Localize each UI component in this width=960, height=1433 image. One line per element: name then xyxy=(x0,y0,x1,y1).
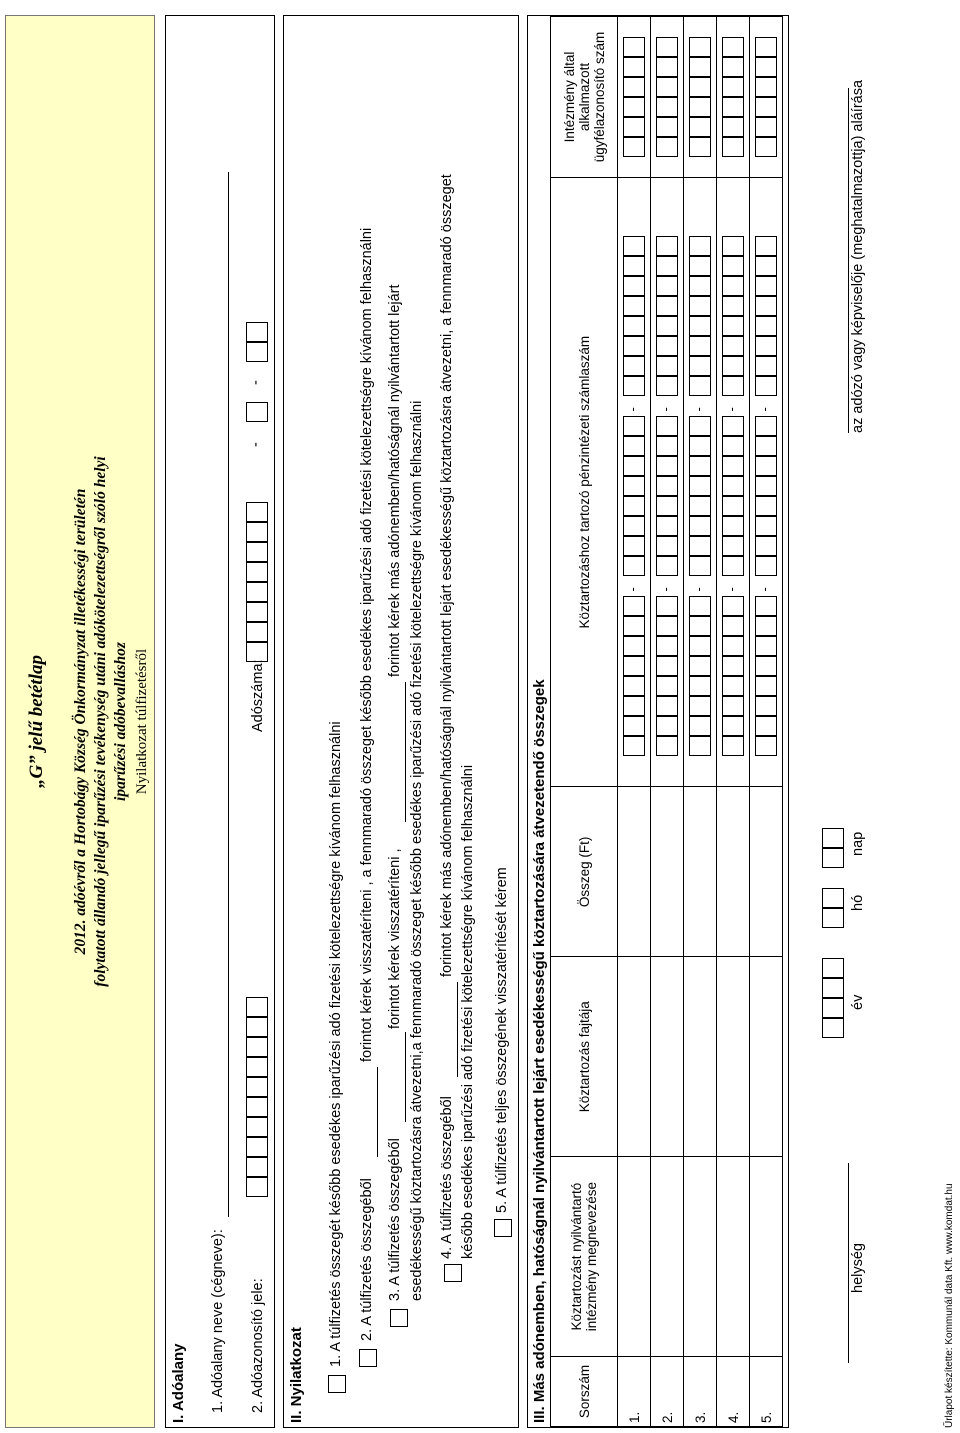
account-dash: - xyxy=(625,587,640,592)
checkbox-option2[interactable] xyxy=(359,1349,377,1367)
account-digit-cell[interactable] xyxy=(722,476,744,496)
client-id-digit-cell[interactable] xyxy=(689,37,711,57)
checkbox-option5[interactable] xyxy=(494,1219,512,1237)
option3-text-c: forintot kérek más adónemben/hatóságnál nyilvántartott lejárt xyxy=(387,284,403,677)
account-digit-cell[interactable] xyxy=(656,456,678,476)
row-client-id[interactable] xyxy=(750,17,783,178)
account-digit-cell[interactable] xyxy=(656,496,678,516)
row-bank-account[interactable] xyxy=(651,177,684,786)
account-digit-cell[interactable] xyxy=(722,556,744,576)
form-header xyxy=(5,15,155,1428)
account-digit-cell[interactable] xyxy=(623,496,645,516)
account-digit-cell[interactable] xyxy=(755,376,777,396)
account-digit-cell[interactable] xyxy=(689,316,711,336)
client-id-digit-cell[interactable] xyxy=(689,77,711,97)
account-digit-cell[interactable] xyxy=(689,336,711,356)
checkbox-option1[interactable] xyxy=(328,1375,346,1393)
row-institution[interactable] xyxy=(684,1157,717,1357)
account-digit-cell[interactable] xyxy=(722,716,744,736)
account-digit-cell[interactable] xyxy=(656,476,678,496)
row-serial: 5. xyxy=(750,1357,783,1427)
account-digit-cell[interactable] xyxy=(656,696,678,716)
account-digit-cell[interactable] xyxy=(689,536,711,556)
account-dash: - xyxy=(625,407,640,412)
client-id-digit-cell[interactable] xyxy=(755,57,777,77)
form-heading-line2: folytatott állandó jellegű iparűzési tevékenység utáni adókötelezettségről szóló helyi xyxy=(92,456,109,987)
form-title: „G” jelű betétlap xyxy=(26,655,47,788)
month-label: hó xyxy=(850,894,866,911)
option4-text-b: forintot kérek más adónemben/hatóságnál nyilvántartott lejárt esedékességű köztartozásra átvezetni, a fennmaradó összeget xyxy=(439,174,455,977)
account-digit-cell[interactable] xyxy=(623,516,645,536)
col-serial: Sorszám xyxy=(551,1357,618,1427)
digit-cell[interactable] xyxy=(246,997,268,1017)
row-bank-account[interactable] xyxy=(750,177,783,786)
col-client-id: Intézmény által alkalmazott ügyfélazonosító szám xyxy=(551,17,618,178)
account-digit-cell[interactable] xyxy=(656,556,678,576)
form-subtitle: Nyilatkozat túlfizetésről xyxy=(134,648,150,795)
account-digit-cell[interactable] xyxy=(722,616,744,636)
account-digit-cell[interactable] xyxy=(755,676,777,696)
account-digit-cell[interactable] xyxy=(755,316,777,336)
account-digit-cell[interactable] xyxy=(656,676,678,696)
client-id-digit-cell[interactable] xyxy=(755,137,777,157)
account-digit-cell[interactable] xyxy=(623,276,645,296)
client-id-digit-cell[interactable] xyxy=(623,137,645,157)
client-id-digit-cell[interactable] xyxy=(755,117,777,137)
row-debt-type[interactable] xyxy=(651,957,684,1157)
account-digit-cell[interactable] xyxy=(722,636,744,656)
account-digit-cell[interactable] xyxy=(623,476,645,496)
account-digit-cell[interactable] xyxy=(755,736,777,756)
digit-cell[interactable] xyxy=(246,1137,268,1157)
client-id-digit-cell[interactable] xyxy=(623,117,645,137)
client-id-digit-cell[interactable] xyxy=(722,37,744,57)
client-id-digit-cell[interactable] xyxy=(689,137,711,157)
account-digit-cell[interactable] xyxy=(755,656,777,676)
section3-heading: III. Más adónemben, hatóságnál nyilvántartott lejárt esedékességű köztartozására átvezetendő összegek xyxy=(531,679,548,1423)
row-amount[interactable] xyxy=(618,787,651,957)
section1-heading: I. Adóalany xyxy=(170,1343,187,1423)
account-digit-cell[interactable] xyxy=(623,436,645,456)
account-digit-cell[interactable] xyxy=(656,516,678,536)
account-digit-cell[interactable] xyxy=(689,256,711,276)
col-amount: Összeg (Ft) xyxy=(551,787,618,957)
account-digit-cell[interactable] xyxy=(755,596,777,616)
account-digit-cell[interactable] xyxy=(623,716,645,736)
row-bank-account[interactable] xyxy=(684,177,717,786)
digit-cell[interactable] xyxy=(246,1017,268,1037)
tax-id-label: 2. Adóazonosító jele: xyxy=(250,1278,266,1413)
account-digit-cell[interactable] xyxy=(689,556,711,576)
account-digit-cell[interactable] xyxy=(689,516,711,536)
option5-text: 5. A túlfizetés teljes összegének visszatérítését kérem xyxy=(494,867,510,1213)
account-digit-cell[interactable] xyxy=(656,596,678,616)
dash-2: - xyxy=(248,380,264,385)
account-digit-cell[interactable] xyxy=(623,676,645,696)
col-institution: Köztartozást nyilvántartó intézmény megnevezése xyxy=(551,1157,618,1357)
section-taxpayer xyxy=(165,15,275,1428)
account-digit-cell[interactable] xyxy=(755,716,777,736)
account-dash: - xyxy=(691,587,706,592)
account-digit-cell[interactable] xyxy=(656,376,678,396)
row-bank-account[interactable] xyxy=(618,177,651,786)
digit-cell[interactable] xyxy=(246,642,268,662)
account-dash: - xyxy=(724,587,739,592)
checkbox-option3[interactable] xyxy=(390,1309,408,1327)
digit-cell[interactable] xyxy=(246,1057,268,1077)
row-serial: 3. xyxy=(684,1357,717,1427)
row-bank-account[interactable] xyxy=(717,177,750,786)
digit-cell[interactable] xyxy=(246,602,268,622)
digit-cell[interactable] xyxy=(246,1177,268,1197)
client-id-digit-cell[interactable] xyxy=(722,137,744,157)
account-digit-cell[interactable] xyxy=(689,436,711,456)
account-digit-cell[interactable] xyxy=(755,516,777,536)
option3-text-a: 3. A túlfizetés összegéből xyxy=(387,1138,403,1301)
option3-text-d: esedékességű köztartozásra átvezetni,a fennmaradó összeget később esedékes iparűzési adó fizetési kötelezettségre kívánom felhasználni xyxy=(409,400,425,1301)
row-debt-type[interactable] xyxy=(750,957,783,1157)
account-digit-cell[interactable] xyxy=(722,316,744,336)
client-id-digit-cell[interactable] xyxy=(722,57,744,77)
client-id-digit-cell[interactable] xyxy=(623,37,645,57)
row-amount[interactable] xyxy=(684,787,717,957)
place-label: helység xyxy=(850,1243,866,1293)
account-digit-cell[interactable] xyxy=(755,556,777,576)
date-digit-cell[interactable] xyxy=(822,828,844,848)
row-amount[interactable] xyxy=(750,787,783,957)
row-debt-type[interactable] xyxy=(717,957,750,1157)
option4-amount-field[interactable] xyxy=(457,982,458,1077)
account-digit-cell[interactable] xyxy=(755,276,777,296)
account-digit-cell[interactable] xyxy=(623,616,645,636)
account-digit-cell[interactable] xyxy=(656,636,678,656)
account-digit-cell[interactable] xyxy=(623,636,645,656)
row-institution[interactable] xyxy=(750,1157,783,1357)
account-digit-cell[interactable] xyxy=(689,636,711,656)
account-digit-cell[interactable] xyxy=(689,696,711,716)
place-line[interactable] xyxy=(848,1163,849,1363)
account-digit-cell[interactable] xyxy=(722,516,744,536)
option3-amount-field-2[interactable] xyxy=(405,682,406,822)
table-row xyxy=(618,17,651,1427)
account-digit-cell[interactable] xyxy=(722,296,744,316)
taxpayer-name-field[interactable] xyxy=(228,172,229,1217)
form-heading-line1: 2012. adóévről a Hortobágy Község Önkormányzat illetékességi területén xyxy=(72,488,89,955)
row-serial: 2. xyxy=(651,1357,684,1427)
account-digit-cell[interactable] xyxy=(722,436,744,456)
table-header-row xyxy=(551,17,618,1427)
row-client-id[interactable] xyxy=(618,17,651,178)
client-id-digit-cell[interactable] xyxy=(755,77,777,97)
client-id-digit-cell[interactable] xyxy=(755,37,777,57)
option3-amount-field-1[interactable] xyxy=(405,1032,406,1122)
account-digit-cell[interactable] xyxy=(755,476,777,496)
account-digit-cell[interactable] xyxy=(689,596,711,616)
account-digit-cell[interactable] xyxy=(656,316,678,336)
col-bank-account: Köztartozáshoz tartozó pénzintézeti számlaszám xyxy=(551,177,618,786)
row-serial: 1. xyxy=(618,1357,651,1427)
account-digit-cell[interactable] xyxy=(722,416,744,436)
row-debt-type[interactable] xyxy=(684,957,717,1157)
client-id-digit-cell[interactable] xyxy=(656,37,678,57)
account-dash: - xyxy=(757,407,772,412)
tax-number-label: Adószáma: xyxy=(250,659,266,732)
account-digit-cell[interactable] xyxy=(755,536,777,556)
dash-1: - xyxy=(248,442,264,447)
account-digit-cell[interactable] xyxy=(623,236,645,256)
row-serial: 4. xyxy=(717,1357,750,1427)
account-dash: - xyxy=(658,587,673,592)
account-digit-cell[interactable] xyxy=(656,536,678,556)
client-id-digit-cell[interactable] xyxy=(656,77,678,97)
account-digit-cell[interactable] xyxy=(689,356,711,376)
account-digit-cell[interactable] xyxy=(755,416,777,436)
account-digit-cell[interactable] xyxy=(755,456,777,476)
client-id-digit-cell[interactable] xyxy=(623,77,645,97)
row-amount[interactable] xyxy=(651,787,684,957)
table-row xyxy=(750,17,783,1427)
row-institution[interactable] xyxy=(618,1157,651,1357)
account-digit-cell[interactable] xyxy=(689,656,711,676)
account-digit-cell[interactable] xyxy=(656,416,678,436)
account-digit-cell[interactable] xyxy=(623,736,645,756)
digit-cell[interactable] xyxy=(246,322,268,342)
date-digit-cell[interactable] xyxy=(822,908,844,928)
account-digit-cell[interactable] xyxy=(623,376,645,396)
client-id-digit-cell[interactable] xyxy=(623,97,645,117)
digit-cell[interactable] xyxy=(246,1077,268,1097)
date-digit-cell[interactable] xyxy=(822,848,844,868)
account-digit-cell[interactable] xyxy=(755,256,777,276)
account-digit-cell[interactable] xyxy=(623,316,645,336)
digit-cell[interactable] xyxy=(246,622,268,642)
client-id-digit-cell[interactable] xyxy=(689,117,711,137)
account-digit-cell[interactable] xyxy=(722,356,744,376)
account-digit-cell[interactable] xyxy=(689,676,711,696)
account-digit-cell[interactable] xyxy=(623,296,645,316)
digit-cell[interactable] xyxy=(246,582,268,602)
account-digit-cell[interactable] xyxy=(722,236,744,256)
footer-credit: Űrlapot készítette: Kommunál data Kft. www.komdat.hu xyxy=(944,1183,955,1428)
account-digit-cell[interactable] xyxy=(722,696,744,716)
row-client-id[interactable] xyxy=(684,17,717,178)
account-digit-cell[interactable] xyxy=(722,256,744,276)
option2-amount-field[interactable] xyxy=(377,1067,378,1157)
account-digit-cell[interactable] xyxy=(656,716,678,736)
client-id-digit-cell[interactable] xyxy=(623,57,645,77)
section-public-debts xyxy=(527,15,789,1428)
digit-cell[interactable] xyxy=(246,522,268,542)
account-digit-cell[interactable] xyxy=(623,336,645,356)
form-heading-line3: iparűzési adóbevalláshoz xyxy=(112,642,129,801)
account-digit-cell[interactable] xyxy=(689,276,711,296)
account-dash: - xyxy=(724,407,739,412)
account-digit-cell[interactable] xyxy=(656,276,678,296)
account-digit-cell[interactable] xyxy=(755,436,777,456)
account-digit-cell[interactable] xyxy=(623,356,645,376)
account-digit-cell[interactable] xyxy=(689,476,711,496)
digit-cell[interactable] xyxy=(246,502,268,522)
public-debts-table xyxy=(550,16,783,1427)
row-client-id[interactable] xyxy=(717,17,750,178)
account-digit-cell[interactable] xyxy=(689,716,711,736)
col-debt-type: Köztartozás fajtája xyxy=(551,957,618,1157)
account-digit-cell[interactable] xyxy=(755,356,777,376)
client-id-digit-cell[interactable] xyxy=(656,117,678,137)
option4-text-c: később esedékes iparűzési adó fizetési kötelezettségre kívánom felhasználni xyxy=(460,764,476,1259)
account-digit-cell[interactable] xyxy=(689,456,711,476)
table-row xyxy=(651,17,684,1427)
account-digit-cell[interactable] xyxy=(722,656,744,676)
account-digit-cell[interactable] xyxy=(623,656,645,676)
account-dash: - xyxy=(757,587,772,592)
account-dash: - xyxy=(691,407,706,412)
account-digit-cell[interactable] xyxy=(656,356,678,376)
date-digit-cell[interactable] xyxy=(822,1018,844,1038)
checkbox-option4[interactable] xyxy=(444,1264,462,1282)
date-digit-cell[interactable] xyxy=(822,958,844,978)
account-digit-cell[interactable] xyxy=(623,416,645,436)
account-digit-cell[interactable] xyxy=(689,736,711,756)
digit-cell[interactable] xyxy=(246,1117,268,1137)
row-institution[interactable] xyxy=(651,1157,684,1357)
date-digit-cell[interactable] xyxy=(822,998,844,1018)
account-digit-cell[interactable] xyxy=(656,336,678,356)
account-digit-cell[interactable] xyxy=(623,536,645,556)
account-digit-cell[interactable] xyxy=(623,456,645,476)
client-id-digit-cell[interactable] xyxy=(656,137,678,157)
account-digit-cell[interactable] xyxy=(755,616,777,636)
digit-cell[interactable] xyxy=(246,562,268,582)
account-digit-cell[interactable] xyxy=(656,616,678,636)
signature-line[interactable] xyxy=(848,88,849,433)
account-digit-cell[interactable] xyxy=(656,296,678,316)
account-digit-cell[interactable] xyxy=(656,256,678,276)
option1-text: 1. A túlfizetés összegét később esedékes iparűzési adó fizetési kötelezettségre kívánom felhasználni xyxy=(328,721,344,1367)
account-digit-cell[interactable] xyxy=(689,296,711,316)
row-client-id[interactable] xyxy=(651,17,684,178)
account-digit-cell[interactable] xyxy=(755,336,777,356)
account-digit-cell[interactable] xyxy=(656,736,678,756)
account-digit-cell[interactable] xyxy=(689,496,711,516)
table-row xyxy=(684,17,717,1427)
digit-cell[interactable] xyxy=(246,1097,268,1117)
client-id-digit-cell[interactable] xyxy=(722,77,744,97)
table-row xyxy=(717,17,750,1427)
account-digit-cell[interactable] xyxy=(722,536,744,556)
client-id-digit-cell[interactable] xyxy=(689,57,711,77)
account-digit-cell[interactable] xyxy=(755,636,777,656)
taxpayer-name-label: 1. Adóalany neve (cégneve): xyxy=(210,1229,226,1413)
client-id-digit-cell[interactable] xyxy=(722,97,744,117)
account-digit-cell[interactable] xyxy=(755,696,777,716)
account-digit-cell[interactable] xyxy=(722,496,744,516)
date-digit-cell[interactable] xyxy=(822,978,844,998)
signature-label: az adózó vagy képviselője (meghatalmazottja) aláírása xyxy=(850,79,866,433)
digit-cell[interactable] xyxy=(246,402,268,422)
digit-cell[interactable] xyxy=(246,342,268,362)
account-digit-cell[interactable] xyxy=(656,236,678,256)
account-digit-cell[interactable] xyxy=(722,276,744,296)
client-id-digit-cell[interactable] xyxy=(755,97,777,117)
date-digit-cell[interactable] xyxy=(822,888,844,908)
day-label: nap xyxy=(850,831,866,856)
account-digit-cell[interactable] xyxy=(755,496,777,516)
account-digit-cell[interactable] xyxy=(623,696,645,716)
digit-cell[interactable] xyxy=(246,542,268,562)
option3-text-b: forintot kérek visszatéríteni , xyxy=(387,848,403,1029)
account-digit-cell[interactable] xyxy=(755,296,777,316)
account-digit-cell[interactable] xyxy=(722,376,744,396)
account-digit-cell[interactable] xyxy=(689,376,711,396)
year-label: év xyxy=(850,994,866,1010)
client-id-digit-cell[interactable] xyxy=(689,97,711,117)
account-digit-cell[interactable] xyxy=(722,456,744,476)
digit-cell[interactable] xyxy=(246,1037,268,1057)
account-digit-cell[interactable] xyxy=(656,656,678,676)
account-digit-cell[interactable] xyxy=(722,736,744,756)
account-digit-cell[interactable] xyxy=(722,596,744,616)
account-digit-cell[interactable] xyxy=(623,596,645,616)
option2-text-b: forintot kérek visszatéríteni , a fennmaradó összeget később esedékes iparűzési adó fizetési kötelezettségre kívánom felhasználni xyxy=(359,227,375,1062)
account-digit-cell[interactable] xyxy=(623,556,645,576)
client-id-digit-cell[interactable] xyxy=(656,57,678,77)
row-amount[interactable] xyxy=(717,787,750,957)
row-institution[interactable] xyxy=(717,1157,750,1357)
row-debt-type[interactable] xyxy=(618,957,651,1157)
account-digit-cell[interactable] xyxy=(722,676,744,696)
section-declaration xyxy=(283,15,519,1428)
digit-cell[interactable] xyxy=(246,1157,268,1177)
option4-text-a: 4. A túlfizetés összegéből xyxy=(439,1096,455,1259)
account-digit-cell[interactable] xyxy=(623,256,645,276)
account-digit-cell[interactable] xyxy=(689,236,711,256)
account-digit-cell[interactable] xyxy=(689,616,711,636)
account-digit-cell[interactable] xyxy=(656,436,678,456)
account-digit-cell[interactable] xyxy=(755,236,777,256)
option2-text-a: 2. A túlfizetés összegéből xyxy=(359,1178,375,1341)
client-id-digit-cell[interactable] xyxy=(656,97,678,117)
client-id-digit-cell[interactable] xyxy=(722,117,744,137)
account-digit-cell[interactable] xyxy=(722,336,744,356)
section2-heading: II. Nyilatkozat xyxy=(288,1327,305,1423)
account-digit-cell[interactable] xyxy=(689,416,711,436)
account-dash: - xyxy=(658,407,673,412)
